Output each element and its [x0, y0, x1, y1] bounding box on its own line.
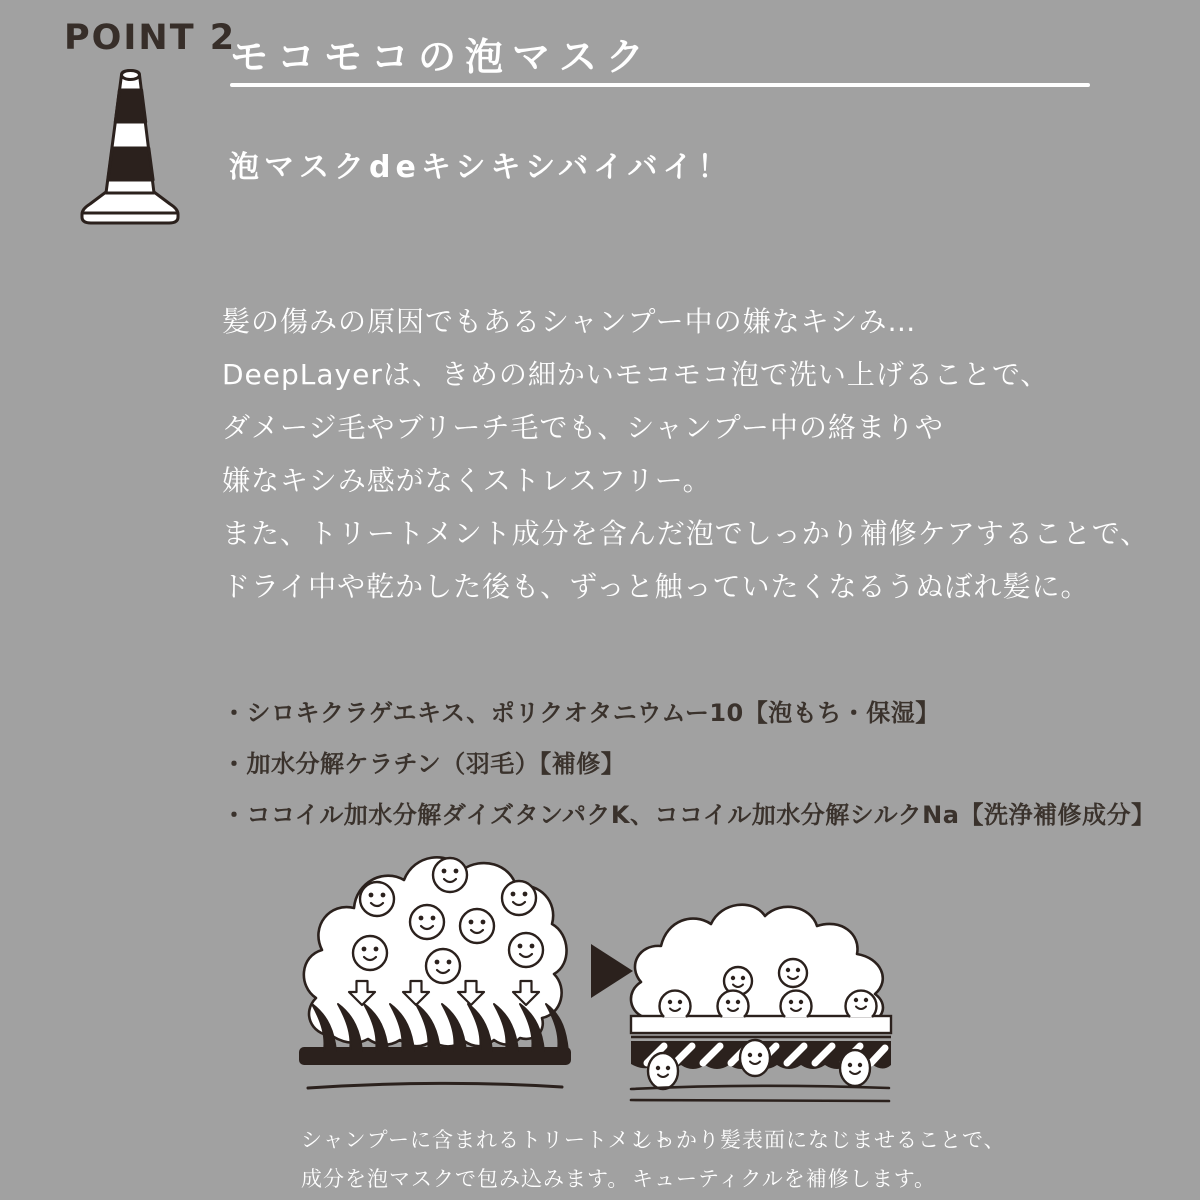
description-line: 髪の傷みの原因でもあるシャンプー中の嫌なキシみ… — [222, 305, 917, 338]
ingredient-list — [222, 688, 1155, 841]
ingredient-item: ・加水分解ケラチン（羽毛）【補修】 — [222, 750, 626, 778]
hair-strand-line — [631, 1086, 889, 1089]
section-title: モコモコの泡マスク — [230, 35, 654, 79]
hair-strand-line — [308, 1083, 562, 1088]
caption-line: キューティクルを補修します。 — [632, 1167, 937, 1191]
ingredient-item: ・ココイル加水分解ダイズタンパクK、ココイル加水分解シルクNa【洗浄補修成分】 — [222, 801, 1156, 829]
ingredient-item: ・シロキクラゲエキス、ポリクオタニウムー10【泡もち・保湿】 — [222, 699, 940, 727]
description-line: 嫌なキシみ感がなくストレスフリー。 — [222, 464, 712, 497]
caption-line: シャンプーに含まれるトリートメント — [301, 1128, 674, 1152]
left-illustration-caption — [301, 1121, 674, 1199]
title-underline — [230, 83, 1090, 87]
cone-stripe — [115, 90, 145, 122]
point-label: POINT 2 — [64, 18, 237, 58]
caption-line: しっかり髪表面になじませることで、 — [632, 1128, 1006, 1152]
description-line: DeepLayerは、きめの細かいモコモコ泡で洗い上げることで、 — [222, 358, 1050, 391]
cone-stripe — [108, 148, 153, 180]
description-line: また、トリートメント成分を含んだ泡でしっかり補修ケアすることで、 — [222, 517, 1150, 550]
traffic-cone-icon — [76, 60, 184, 232]
description-line: ダメージ毛やブリーチ毛でも、シャンプー中の絡まりや — [222, 411, 944, 444]
description-paragraph — [222, 295, 1149, 613]
hair-strand-line — [631, 1100, 889, 1101]
right-illustration-caption — [632, 1121, 1006, 1199]
foam-on-damaged-hair-illustration — [296, 838, 576, 1096]
caption-line: 成分を泡マスクで包み込みます。 — [301, 1167, 630, 1191]
section-subtitle: 泡マスクdeキシキシバイバイ！ — [229, 150, 733, 185]
foam-on-repaired-hair-illustration — [623, 886, 899, 1106]
smooth-hair-surface — [631, 1016, 891, 1033]
cone-base — [82, 192, 178, 223]
description-line: ドライ中や乾かした後も、ずっと触っていたくなるうぬぼれ髪に。 — [222, 570, 1090, 603]
